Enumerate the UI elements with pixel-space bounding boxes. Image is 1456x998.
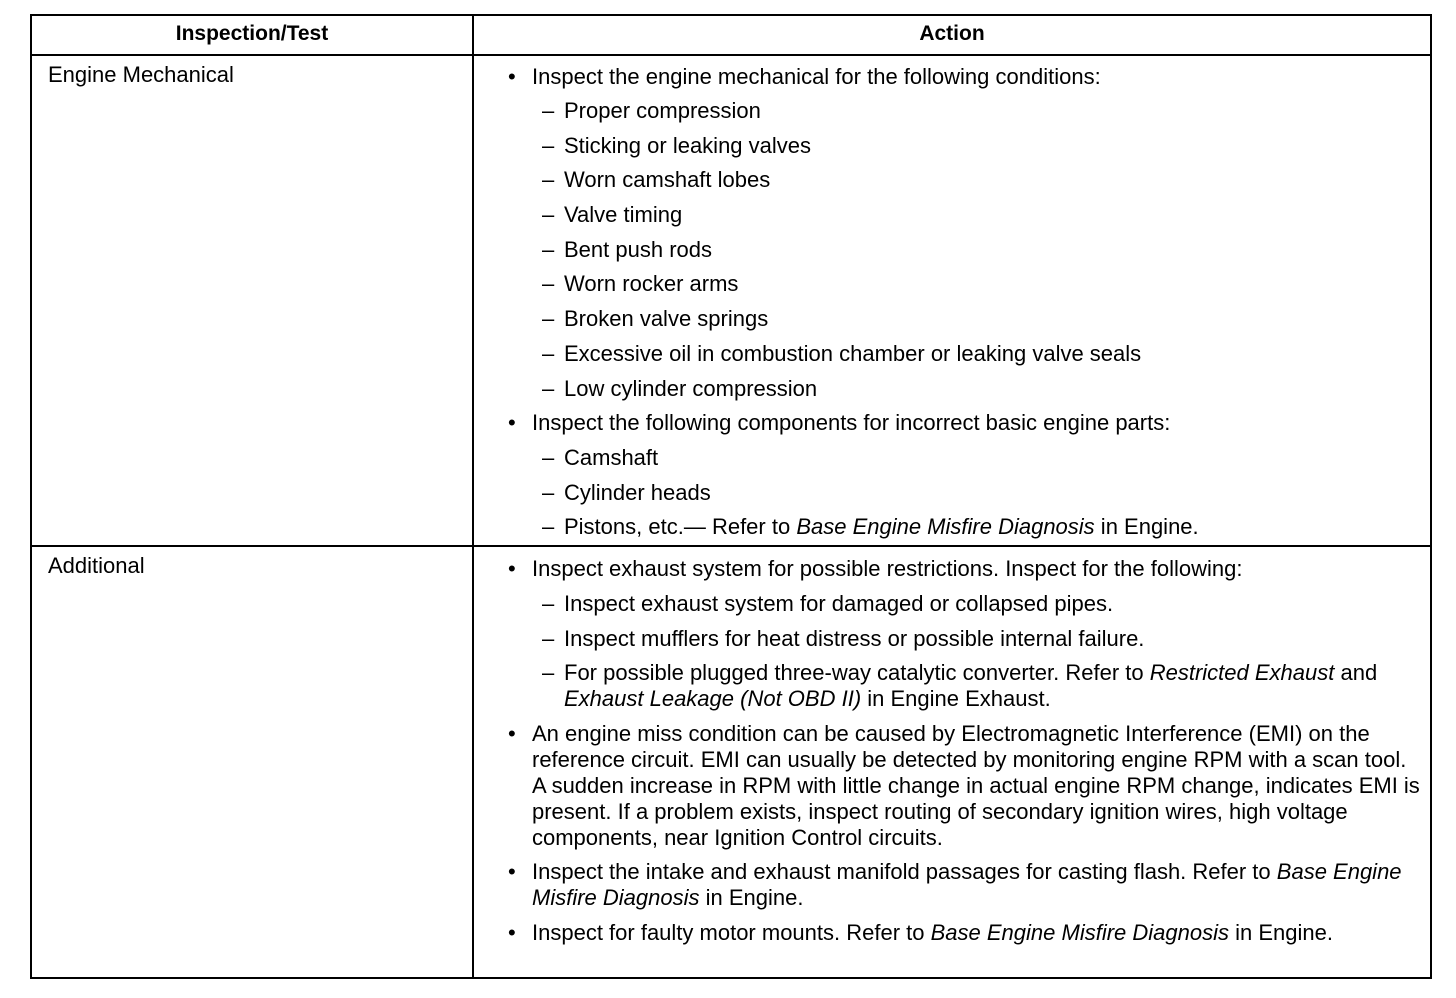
header-divider (32, 54, 1430, 56)
sub-item: – Inspect exhaust system for damaged or collapsed pipes. (502, 591, 1420, 617)
row-label-engine-mechanical: Engine Mechanical (48, 62, 234, 87)
action-cell-engine-mechanical (502, 64, 1420, 540)
sub-item: – Worn rocker arms (502, 271, 1420, 297)
bullet-item: • Inspect the following components for incorrect basic engine parts: (502, 410, 1420, 436)
sub-item: – Cylinder heads (502, 480, 1420, 506)
sub-item-reference: – Pistons, etc.— Refer to Base Engine Misfire Diagnosis in Engine. (502, 514, 1420, 540)
column-divider (472, 16, 474, 977)
bullet-item-reference: • Inspect the intake and exhaust manifold passages for casting flash. Refer to Base Engine Misfire Diagnosis in Engine. (502, 859, 1420, 911)
row-divider (32, 545, 1430, 547)
header-inspection-test: Inspection/Test (175, 22, 329, 45)
sub-item: – Valve timing (502, 202, 1420, 228)
sub-item: – Camshaft (502, 445, 1420, 471)
diagnostic-table (30, 14, 1432, 979)
bullet-item: • Inspect the engine mechanical for the following conditions: (502, 64, 1420, 90)
bullet-item: • Inspect exhaust system for possible restrictions. Inspect for the following: (502, 556, 1420, 582)
sub-item: – Broken valve springs (502, 306, 1420, 332)
row-label-additional: Additional (48, 553, 145, 578)
sub-item: – Low cylinder compression (502, 376, 1420, 402)
sub-item: – Bent push rods (502, 237, 1420, 263)
sub-item: – Sticking or leaking valves (502, 133, 1420, 159)
bullet-item-reference: • Inspect for faulty motor mounts. Refer to Base Engine Misfire Diagnosis in Engine. (502, 920, 1420, 946)
sub-item: – Excessive oil in combustion chamber or leaking valve seals (502, 341, 1420, 367)
header-action: Action (919, 22, 985, 45)
bullet-item: • An engine miss condition can be caused by Electromagnetic Interference (EMI) on the reference circuit. EMI can usually be detected by monitoring engine RPM with a scan tool. A sudden increase in RPM with little change in actual engine RPM change, indicates EMI is present. If a problem exists, inspect routing of secondary ignition wires, high voltage components, near Ignition Control circuits. (502, 721, 1420, 851)
sub-item: – Worn camshaft lobes (502, 167, 1420, 193)
sub-item-reference: – For possible plugged three-way catalytic converter. Refer to Restricted Exhaust and Exhaust Leakage (Not OBD II) in Engine Exhaust. (502, 660, 1420, 712)
sub-item: – Inspect mufflers for heat distress or possible internal failure. (502, 626, 1420, 652)
sub-item: – Proper compression (502, 98, 1420, 124)
action-cell-additional (502, 556, 1420, 946)
